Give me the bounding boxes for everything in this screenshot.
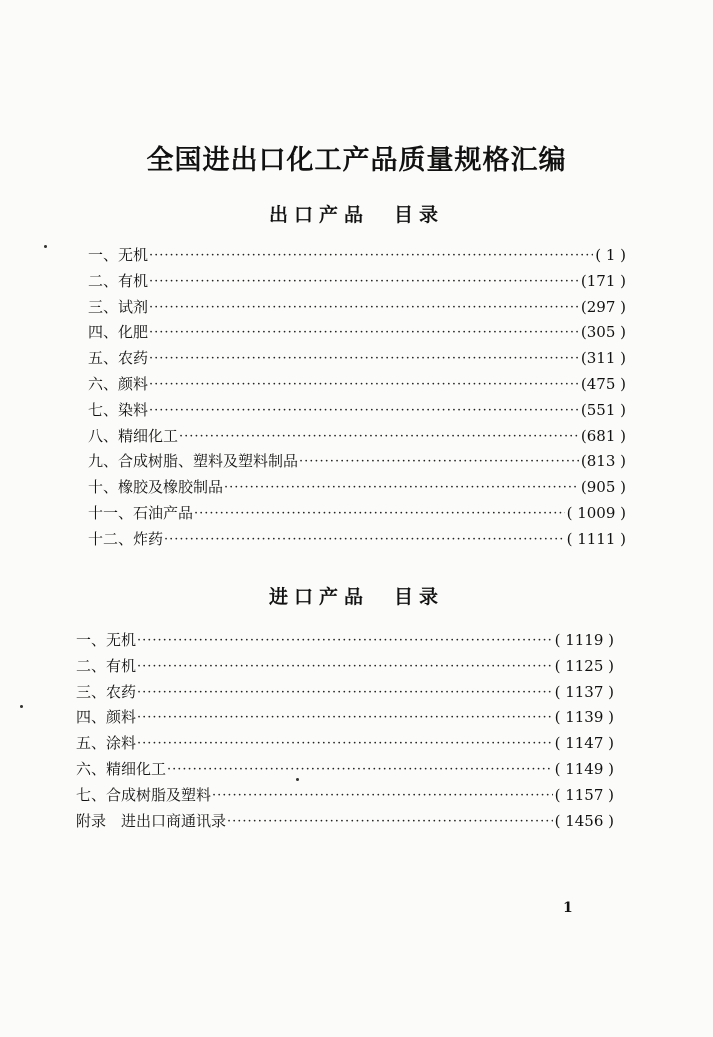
toc-entry-label: 一、无机 xyxy=(76,631,137,649)
toc-entry-page: ( 1139 ) xyxy=(554,708,614,727)
toc-entry-page: (681 ) xyxy=(580,426,626,445)
toc-entry-label: 六、精细化工 xyxy=(76,759,167,778)
toc-entry-page: (171 ) xyxy=(580,271,626,290)
toc-entry xyxy=(88,502,626,528)
leader-dots xyxy=(149,325,579,340)
leader-dots xyxy=(164,532,565,547)
toc-entry-label: 四、化肥 xyxy=(88,323,149,342)
toc-entry xyxy=(76,681,614,707)
toc-entry xyxy=(88,528,626,554)
scan-speck xyxy=(20,705,23,708)
leader-dots xyxy=(227,814,553,829)
toc-entry xyxy=(76,706,614,732)
toc-entry-page: ( 1456 ) xyxy=(554,811,614,830)
leader-dots xyxy=(149,351,579,366)
toc-entry-page: ( 1137 ) xyxy=(554,682,614,701)
toc-entry-page: (305 ) xyxy=(580,323,626,342)
leader-dots xyxy=(137,710,553,725)
toc-entry-page: (905 ) xyxy=(580,478,626,497)
leader-dots xyxy=(149,377,579,392)
toc-entry-label: 八、精细化工 xyxy=(88,426,179,445)
toc-entry-label: 七、合成树脂及塑料 xyxy=(76,785,212,804)
toc-entry xyxy=(76,784,614,810)
leader-dots xyxy=(137,685,553,700)
toc-entry-label: 一、无机 xyxy=(88,246,149,264)
toc-entry-page: ( 1119 ) xyxy=(554,631,614,649)
export-toc-list xyxy=(88,244,626,554)
toc-entry-label: 十一、石油产品 xyxy=(88,503,194,522)
leader-dots xyxy=(299,454,579,469)
toc-entry-page: ( 1125 ) xyxy=(554,656,614,675)
leader-dots xyxy=(149,300,579,315)
toc-entry-label: 七、染料 xyxy=(88,400,149,419)
toc-entry-page: ( 1 ) xyxy=(595,246,626,264)
toc-entry-label: 附录 进出口商通讯录 xyxy=(76,811,227,830)
toc-entry-page: (475 ) xyxy=(580,374,626,393)
leader-dots xyxy=(212,788,553,803)
toc-entry xyxy=(88,476,626,502)
toc-entry-page: (813 ) xyxy=(580,452,626,471)
toc-entry-page: (551 ) xyxy=(580,400,626,419)
toc-entry-page: ( 1147 ) xyxy=(554,734,614,753)
toc-entry-label: 三、农药 xyxy=(76,682,137,701)
toc-entry-label: 六、颜料 xyxy=(88,374,149,393)
toc-entry xyxy=(76,629,614,655)
toc-entry-page: (311 ) xyxy=(580,349,626,368)
leader-dots xyxy=(149,248,593,263)
leader-dots xyxy=(179,429,579,444)
scan-speck xyxy=(296,778,299,781)
toc-entry xyxy=(88,347,626,373)
toc-entry xyxy=(76,758,614,784)
page-number: 1 xyxy=(563,900,573,916)
export-section-heading: 出口产品 目录 xyxy=(268,204,444,226)
toc-entry-label: 五、涂料 xyxy=(76,734,137,753)
leader-dots xyxy=(137,633,553,648)
toc-entry-label: 九、合成树脂、塑料及塑料制品 xyxy=(88,452,299,471)
toc-entry-page: ( 1009 ) xyxy=(566,503,626,522)
toc-entry xyxy=(88,296,626,322)
toc-entry-label: 二、有机 xyxy=(76,656,137,675)
book-title: 全国进出口化工产品质量规格汇编 xyxy=(146,145,567,176)
toc-entry-page: ( 1157 ) xyxy=(554,785,614,804)
scan-speck xyxy=(44,245,47,248)
toc-entry xyxy=(88,321,626,347)
toc-entry-label: 十、橡胶及橡胶制品 xyxy=(88,478,224,497)
leader-dots xyxy=(167,762,553,777)
toc-entry xyxy=(76,810,614,836)
toc-entry xyxy=(88,270,626,296)
leader-dots xyxy=(137,659,553,674)
toc-entry-page: ( 1149 ) xyxy=(554,759,614,778)
leader-dots xyxy=(137,736,553,751)
toc-entry xyxy=(88,244,626,270)
import-toc-list xyxy=(76,629,614,835)
toc-entry xyxy=(76,655,614,681)
toc-entry xyxy=(76,732,614,758)
toc-entry xyxy=(88,450,626,476)
import-section-heading: 进口产品 目录 xyxy=(268,586,444,608)
leader-dots xyxy=(224,480,579,495)
toc-entry xyxy=(88,373,626,399)
leader-dots xyxy=(194,506,565,521)
toc-entry-label: 十二、炸药 xyxy=(88,529,164,548)
toc-entry-label: 三、试剂 xyxy=(88,297,149,316)
toc-entry-label: 五、农药 xyxy=(88,349,149,368)
leader-dots xyxy=(149,274,579,289)
toc-entry-page: (297 ) xyxy=(580,297,626,316)
toc-entry-label: 四、颜料 xyxy=(76,708,137,727)
toc-entry-page: ( 1111 ) xyxy=(566,529,626,548)
toc-entry xyxy=(88,425,626,451)
toc-entry xyxy=(88,399,626,425)
toc-entry-label: 二、有机 xyxy=(88,271,149,290)
leader-dots xyxy=(149,403,579,418)
